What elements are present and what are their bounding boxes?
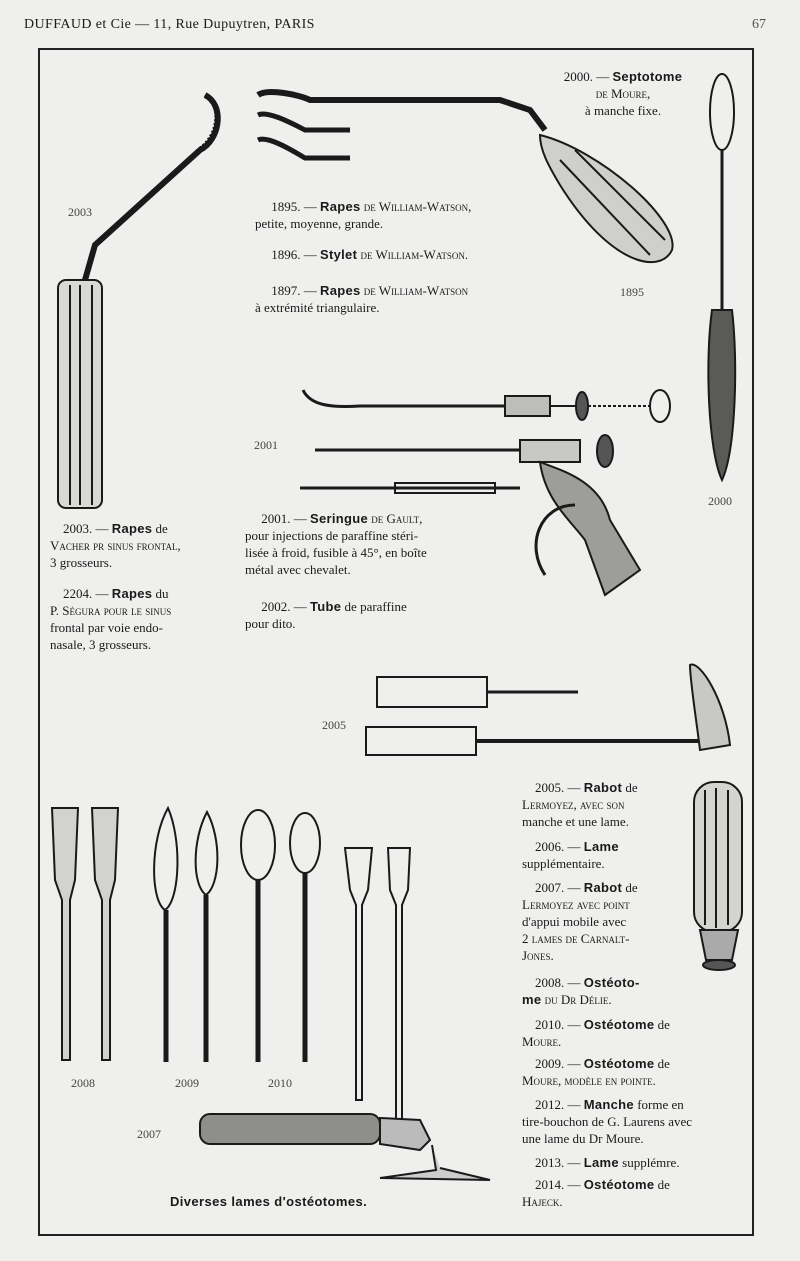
- entry-line: de paraffine: [344, 599, 407, 614]
- entry-title: Rabot: [583, 780, 623, 795]
- entry-line: de: [625, 880, 638, 895]
- entry-number: 2003. —: [63, 521, 109, 536]
- entry-line: Lermoyez avec point: [522, 897, 630, 912]
- figure-number-2009: 2009: [175, 1076, 199, 1090]
- entry-2000: [548, 68, 698, 119]
- entry-number: 2002. —: [261, 599, 307, 614]
- entry-2001: [245, 510, 495, 578]
- entry-line: de Gault,: [371, 511, 423, 526]
- entry-title: Rapes: [320, 283, 361, 298]
- entry-line: 3 grosseurs.: [50, 555, 113, 570]
- entry-2002: [245, 598, 495, 632]
- entry-2014: [522, 1176, 752, 1210]
- entry-title: Rapes: [320, 199, 361, 214]
- entry-line: Moure, modèle en pointe.: [522, 1073, 656, 1088]
- entry-line: métal avec chevalet.: [245, 562, 351, 577]
- entry-line: Vacher pr sinus frontal,: [50, 538, 181, 553]
- entry-line: Jones.: [522, 948, 554, 963]
- entry-number: 2009. —: [535, 1056, 581, 1071]
- entry-line: de: [625, 780, 638, 795]
- entry-title: Rapes: [111, 521, 153, 536]
- entry-number: 1896. —: [271, 247, 317, 262]
- entry-line: supplémre.: [622, 1155, 680, 1170]
- figure-number-2000: 2000: [708, 494, 732, 508]
- entry-line: Moure.: [522, 1034, 562, 1049]
- entry-title: Lame: [583, 1155, 619, 1170]
- entry-line: de: [657, 1177, 670, 1192]
- entry-title: Ostéoto-: [583, 975, 640, 990]
- entry-1895: [255, 198, 555, 232]
- figure-number-2008: 2008: [71, 1076, 95, 1090]
- entry-title: Ostéotome: [583, 1177, 655, 1192]
- entry-2007: [522, 879, 682, 964]
- entry-number: 2014. —: [535, 1177, 581, 1192]
- entry-line: de: [657, 1056, 670, 1071]
- entry-2005: [522, 779, 682, 830]
- entry-line: lisée à froid, fusible à 45°, en boîte: [245, 545, 427, 560]
- entry-2003: [50, 520, 230, 571]
- entry-line: une lame du Dr Moure.: [522, 1131, 644, 1146]
- entry-line: petite, moyenne, grande.: [255, 216, 384, 231]
- osteotome-blades-caption: Diverses lames d'ostéotomes.: [170, 1194, 368, 1209]
- entry-number: 2010. —: [535, 1017, 581, 1032]
- entry-line: de Moure,: [595, 86, 651, 101]
- entry-line: de William-Watson: [363, 283, 469, 298]
- entry-line: tire-bouchon de G. Laurens avec: [522, 1114, 693, 1129]
- entry-title: Ostéotome: [583, 1056, 655, 1071]
- entry-line: frontal par voie endo-: [50, 620, 163, 635]
- entry-title: Manche: [583, 1097, 634, 1112]
- entry-number: 2000. —: [563, 69, 610, 84]
- entry-title: Stylet: [320, 247, 358, 262]
- entry-number: 1895. —: [271, 199, 317, 214]
- entry-line: à extrémité triangulaire.: [255, 300, 380, 315]
- entry-number: 1897. —: [271, 283, 317, 298]
- figure-number-1895: 1895: [620, 285, 644, 299]
- entry-number: 2001. —: [261, 511, 307, 526]
- entry-line: de William-Watson,: [363, 199, 472, 214]
- entry-line: forme en: [637, 1097, 684, 1112]
- entry-line: de: [657, 1017, 670, 1032]
- entry-line: Hajeck.: [522, 1194, 563, 1209]
- entry-title: Lame: [583, 839, 619, 854]
- figure-number-2007: 2007: [137, 1127, 161, 1141]
- figure-number-2010: 2010: [268, 1076, 292, 1090]
- entry-2010: [522, 1016, 752, 1050]
- entry-line: pour injections de paraffine stéri-: [245, 528, 419, 543]
- entry-number: 2012. —: [535, 1097, 581, 1112]
- entry-2008: [522, 974, 682, 1008]
- entry-line: P. Ségura pour le sinus: [50, 603, 172, 618]
- entry-number: 2204. —: [63, 586, 109, 601]
- entry-line: pour dito.: [245, 616, 296, 631]
- entry-line: d'appui mobile avec: [522, 914, 627, 929]
- figure-number-2001: 2001: [254, 438, 278, 452]
- entry-2013: [522, 1154, 752, 1171]
- entry-line: du Dr Délie.: [544, 992, 612, 1007]
- entry-line: manche et une lame.: [522, 814, 629, 829]
- figure-number-2005: 2005: [322, 718, 346, 732]
- entry-line: à manche fixe.: [584, 103, 662, 118]
- entry-line: nasale, 3 grosseurs.: [50, 637, 152, 652]
- entry-title: Septotome: [612, 69, 683, 84]
- page-number: 67: [752, 17, 766, 32]
- entry-line: supplémentaire.: [522, 856, 605, 871]
- entry-title: Seringue: [310, 511, 369, 526]
- entry-title: Ostéotome: [583, 1017, 655, 1032]
- entry-line: de William-Watson.: [360, 247, 469, 262]
- entry-line: du: [155, 586, 169, 601]
- entry-2204: [50, 585, 230, 653]
- entry-number: 2013. —: [535, 1155, 581, 1170]
- entry-number: 2008. —: [535, 975, 581, 990]
- entry-2009: [522, 1055, 752, 1089]
- entry-number: 2007. —: [535, 880, 581, 895]
- entry-1897: [255, 282, 555, 316]
- entry-2012: [522, 1096, 752, 1147]
- entry-number: 2005. —: [535, 780, 581, 795]
- entry-line: 2 lames de Carnalt-: [522, 931, 630, 946]
- entry-title: Rabot: [583, 880, 623, 895]
- entry-number: 2006. —: [535, 839, 581, 854]
- entry-title: Tube: [310, 599, 342, 614]
- entry-2006: [522, 838, 682, 872]
- running-header: DUFFAUD et Cie — 11, Rue Dupuytren, PARIS: [24, 17, 315, 32]
- entry-line: de: [155, 521, 168, 536]
- entry-title-cont: me: [522, 992, 542, 1007]
- entry-1896: [255, 246, 555, 263]
- entry-line: Lermoyez, avec son: [522, 797, 625, 812]
- figure-number-2003: 2003: [68, 205, 92, 219]
- entry-title: Rapes: [111, 586, 153, 601]
